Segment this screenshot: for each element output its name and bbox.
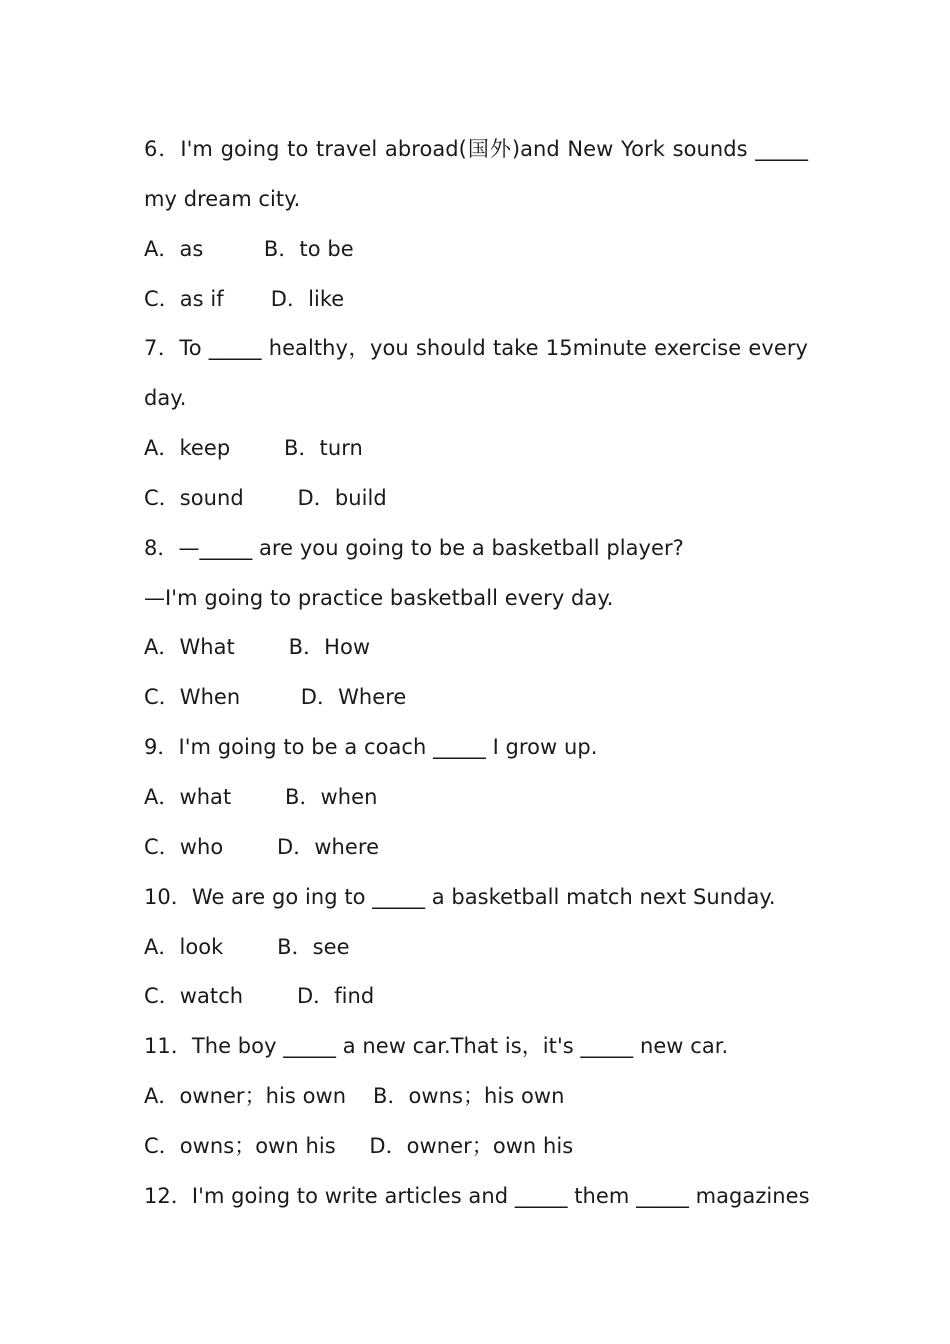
question-list	[144, 125, 808, 1222]
question-8-stem-line-1: 8．—_____ are you going to be a basketball player?	[144, 535, 684, 560]
question-11-stem-line-1: 11．The boy _____ a new car.That is，it's _____ new car.	[144, 1034, 729, 1059]
question-9-options-line-1: A．what B．when	[144, 784, 378, 809]
question-8-stem-line-2: —I'm going to practice basketball every day.	[144, 585, 614, 610]
question-7-options-line-1: A．keep B．turn	[144, 436, 363, 461]
question-11-options-line-1: A．owner；his own B．owns；his own	[144, 1084, 565, 1109]
question-7-options-line-2: C．sound D．build	[144, 485, 387, 510]
question-7-stem-line-1: 7．To _____ healthy，you should take 15minute exercise every	[144, 336, 808, 361]
question-10-stem-line-1: 10．We are go ing to _____ a basketball match next Sunday.	[144, 884, 776, 909]
question-12-stem-line-1: 12．I'm going to write articles and _____ them _____ magazines	[144, 1183, 810, 1208]
question-10-options-line-1: A．look B．see	[144, 934, 350, 959]
question-8-options-line-2: C．When D．Where	[144, 685, 407, 710]
question-9-options-line-2: C．who D．where	[144, 834, 380, 859]
question-11-options-line-2: C．owns；own his D．owner；own his	[144, 1133, 574, 1158]
question-6-options-line-1: A．as B．to be	[144, 236, 354, 261]
question-8-options-line-1: A．What B．How	[144, 635, 371, 660]
question-6-stem-line-2: my dream city.	[144, 186, 301, 211]
question-6-options-line-2: C．as if D．like	[144, 286, 345, 311]
question-9-stem-line-1: 9．I'm going to be a coach _____ I grow up.	[144, 735, 598, 760]
question-6-stem-line-1: 6．I'm going to travel abroad(国外)and New York sounds _____	[144, 137, 808, 161]
question-10-options-line-2: C．watch D．find	[144, 984, 375, 1009]
question-7-stem-line-2: day.	[144, 386, 187, 411]
